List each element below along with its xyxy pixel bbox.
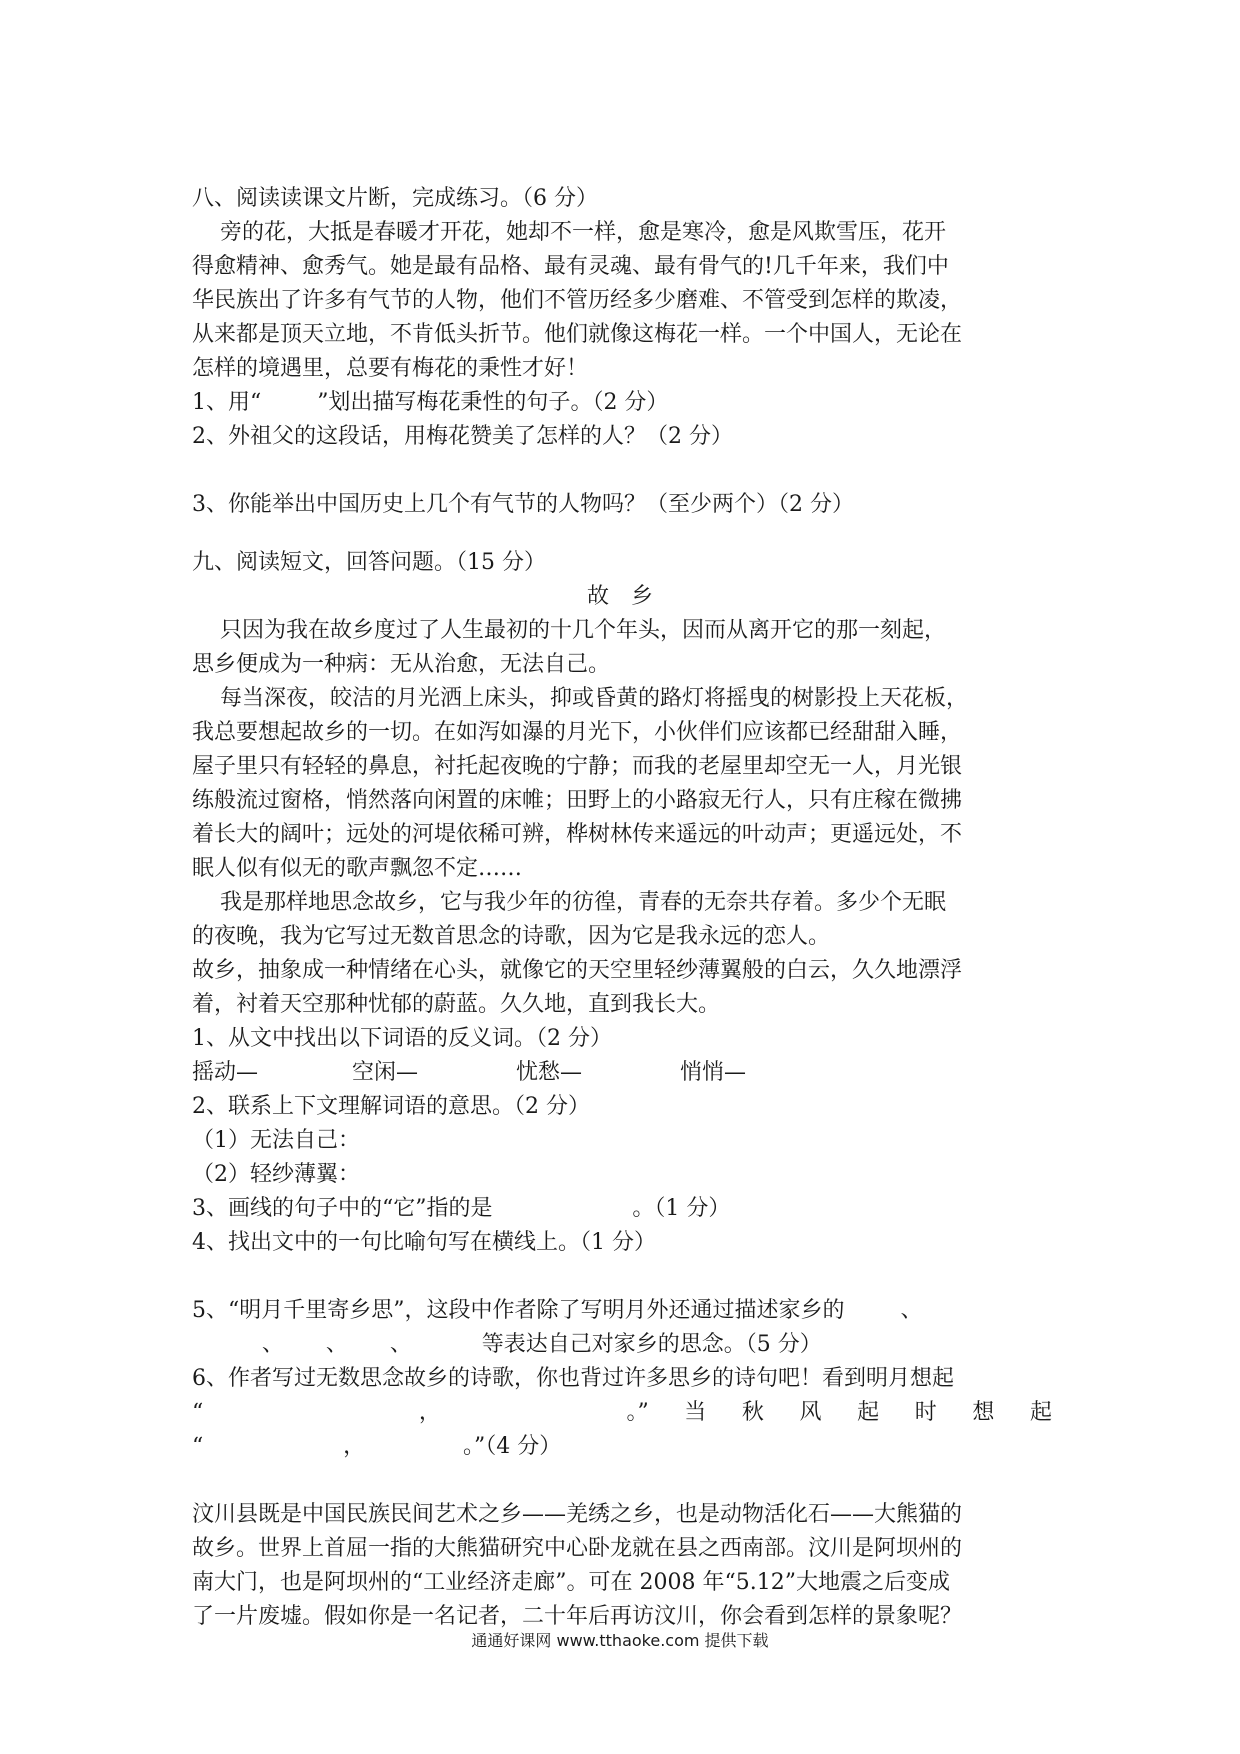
article-para-line: 我是那样地思念故乡，它与我少年的彷徨，青春的无奈共存着。多少个无眠 <box>192 890 946 915</box>
fill-char: 起 <box>1029 1400 1052 1425</box>
section9-question-3: 3、画线的句子中的“它”指的是 。（1 分） <box>192 1196 731 1221</box>
article-para-line: 我总要想起故乡的一切。在如泻如瀑的月光下，小伙伴们应该都已经甜甜入睡， <box>192 720 963 745</box>
fill-char: 当 <box>684 1400 707 1425</box>
section9-question-1: 1、从文中找出以下词语的反义词。（2 分） <box>192 1026 612 1051</box>
section9-question-6-fill-line <box>192 1396 1052 1430</box>
antonym-word: 空闲— <box>352 1060 419 1085</box>
article-para-line: 眠人似有似无的歌声飘忽不定…… <box>192 856 523 881</box>
fill-mark: “ <box>192 1400 204 1425</box>
section8-para-line: 得愈精神、愈秀气。她是最有品格、最有灵魂、最有骨气的!几千年来，我们中 <box>192 254 949 279</box>
article-para-line: 思乡便成为一种病：无从治愈，无法自己。 <box>192 652 611 677</box>
section8-question-1: 1、用“ ”划出描写梅花秉性的句子。（2 分） <box>192 390 669 415</box>
section10-para-line: 南大门，也是阿坝州的“工业经济走廊”。可在 2008 年“5.12”大地震之后变成 <box>192 1570 950 1595</box>
article-title: 故 乡 <box>586 584 653 609</box>
section9-question-5-cont: 、 、 、 等表达自己对家乡的思念。（5 分） <box>192 1332 822 1357</box>
article-para-line: 故乡，抽象成一种情绪在心头，就像它的天空里轻纱薄翼般的白云，久久地漂浮 <box>192 958 963 983</box>
antonym-word: 忧愁— <box>516 1060 583 1085</box>
article-para-line: 着长大的阔叶；远处的河堤依稀可辨，桦树林传来遥远的叶动声；更遥远处，不 <box>192 822 963 847</box>
section8-para-line: 华民族出了许多有气节的人物，他们不管历经多少磨难、不管受到怎样的欺凌， <box>192 288 963 313</box>
fill-mark: ， <box>418 1400 441 1425</box>
fill-char: 秋 <box>741 1400 764 1425</box>
article-para-line: 只因为我在故乡度过了人生最初的十几个年头，因而从离开它的那一刻起， <box>192 618 946 643</box>
antonym-word: 摇动— <box>192 1060 259 1085</box>
section9-question-2b: （2）轻纱薄翼： <box>192 1162 360 1187</box>
section9-question-2: 2、联系上下文理解词语的意思。（2 分） <box>192 1094 590 1119</box>
section8-para-line: 旁的花，大抵是春暖才开花，她却不一样，愈是寒冷，愈是风欺雪压，花开 <box>192 220 946 245</box>
section9-question-6: 6、作者写过无数思念故乡的诗歌，你也背过许多思乡的诗句吧！看到明月想起 <box>192 1366 954 1391</box>
section8-question-2: 2、外祖父的这段话，用梅花赞美了怎样的人？（2 分） <box>192 424 733 449</box>
article-para-line: 的夜晚，我为它写过无数首思念的诗歌，因为它是我永远的恋人。 <box>192 924 831 949</box>
fill-char: 起 <box>857 1400 880 1425</box>
fill-mark: 。” <box>626 1400 649 1425</box>
section10-para-line: 故乡。世界上首屈一指的大熊猫研究中心卧龙就在县之西南部。汶川是阿坝州的 <box>192 1536 963 1561</box>
section8-para-line: 从来都是顶天立地，不肯低头折节。他们就像这梅花一样。一个中国人，无论在 <box>192 322 963 347</box>
section8-heading: 八、阅读读课文片断，完成练习。（6 分） <box>192 186 598 211</box>
page-footer: 通通好课网 www.tthaoke.com 提供下载 <box>471 1631 769 1650</box>
article-para-line: 着，衬着天空那种忧郁的蔚蓝。久久地，直到我长大。 <box>192 992 721 1017</box>
antonym-word: 悄悄— <box>680 1060 747 1085</box>
article-para-line: 练般流过窗格，悄然落向闲置的床帷；田野上的小路寂无行人，只有庄稼在微拂 <box>192 788 963 813</box>
section10-para-line: 汶川县既是中国民族民间艺术之乡——羌绣之乡，也是动物活化石——大熊猫的 <box>192 1502 963 1527</box>
section9-question-4: 4、找出文中的一句比喻句写在横线上。（1 分） <box>192 1230 656 1255</box>
section9-question-2a: （1）无法自己： <box>192 1128 360 1153</box>
fill-char: 风 <box>799 1400 822 1425</box>
fill-char: 想 <box>972 1400 995 1425</box>
article-para-line: 每当深夜，皎洁的月光洒上床头，抑或昏黄的路灯将摇曳的树影投上天花板， <box>192 686 968 711</box>
section10-para-line: 了一片废墟。假如你是一名记者，二十年后再访汶川，你会看到怎样的景象呢？ <box>192 1604 963 1629</box>
section9-question-6-cont: “ ， 。”（4 分） <box>192 1434 562 1459</box>
article-para-line: 屋子里只有轻轻的鼻息，衬托起夜晚的宁静；而我的老屋里却空无一人，月光银 <box>192 754 963 779</box>
section8-question-3: 3、你能举出中国历史上几个有气节的人物吗？（至少两个）（2 分） <box>192 492 854 517</box>
fill-char: 时 <box>914 1400 937 1425</box>
section9-question-5: 5、“明月千里寄乡思”，这段中作者除了写明月外还通过描述家乡的 、 <box>192 1298 923 1323</box>
section8-para-line: 怎样的境遇里，总要有梅花的秉性才好！ <box>192 356 589 381</box>
section9-heading: 九、阅读短文，回答问题。（15 分） <box>192 550 546 575</box>
